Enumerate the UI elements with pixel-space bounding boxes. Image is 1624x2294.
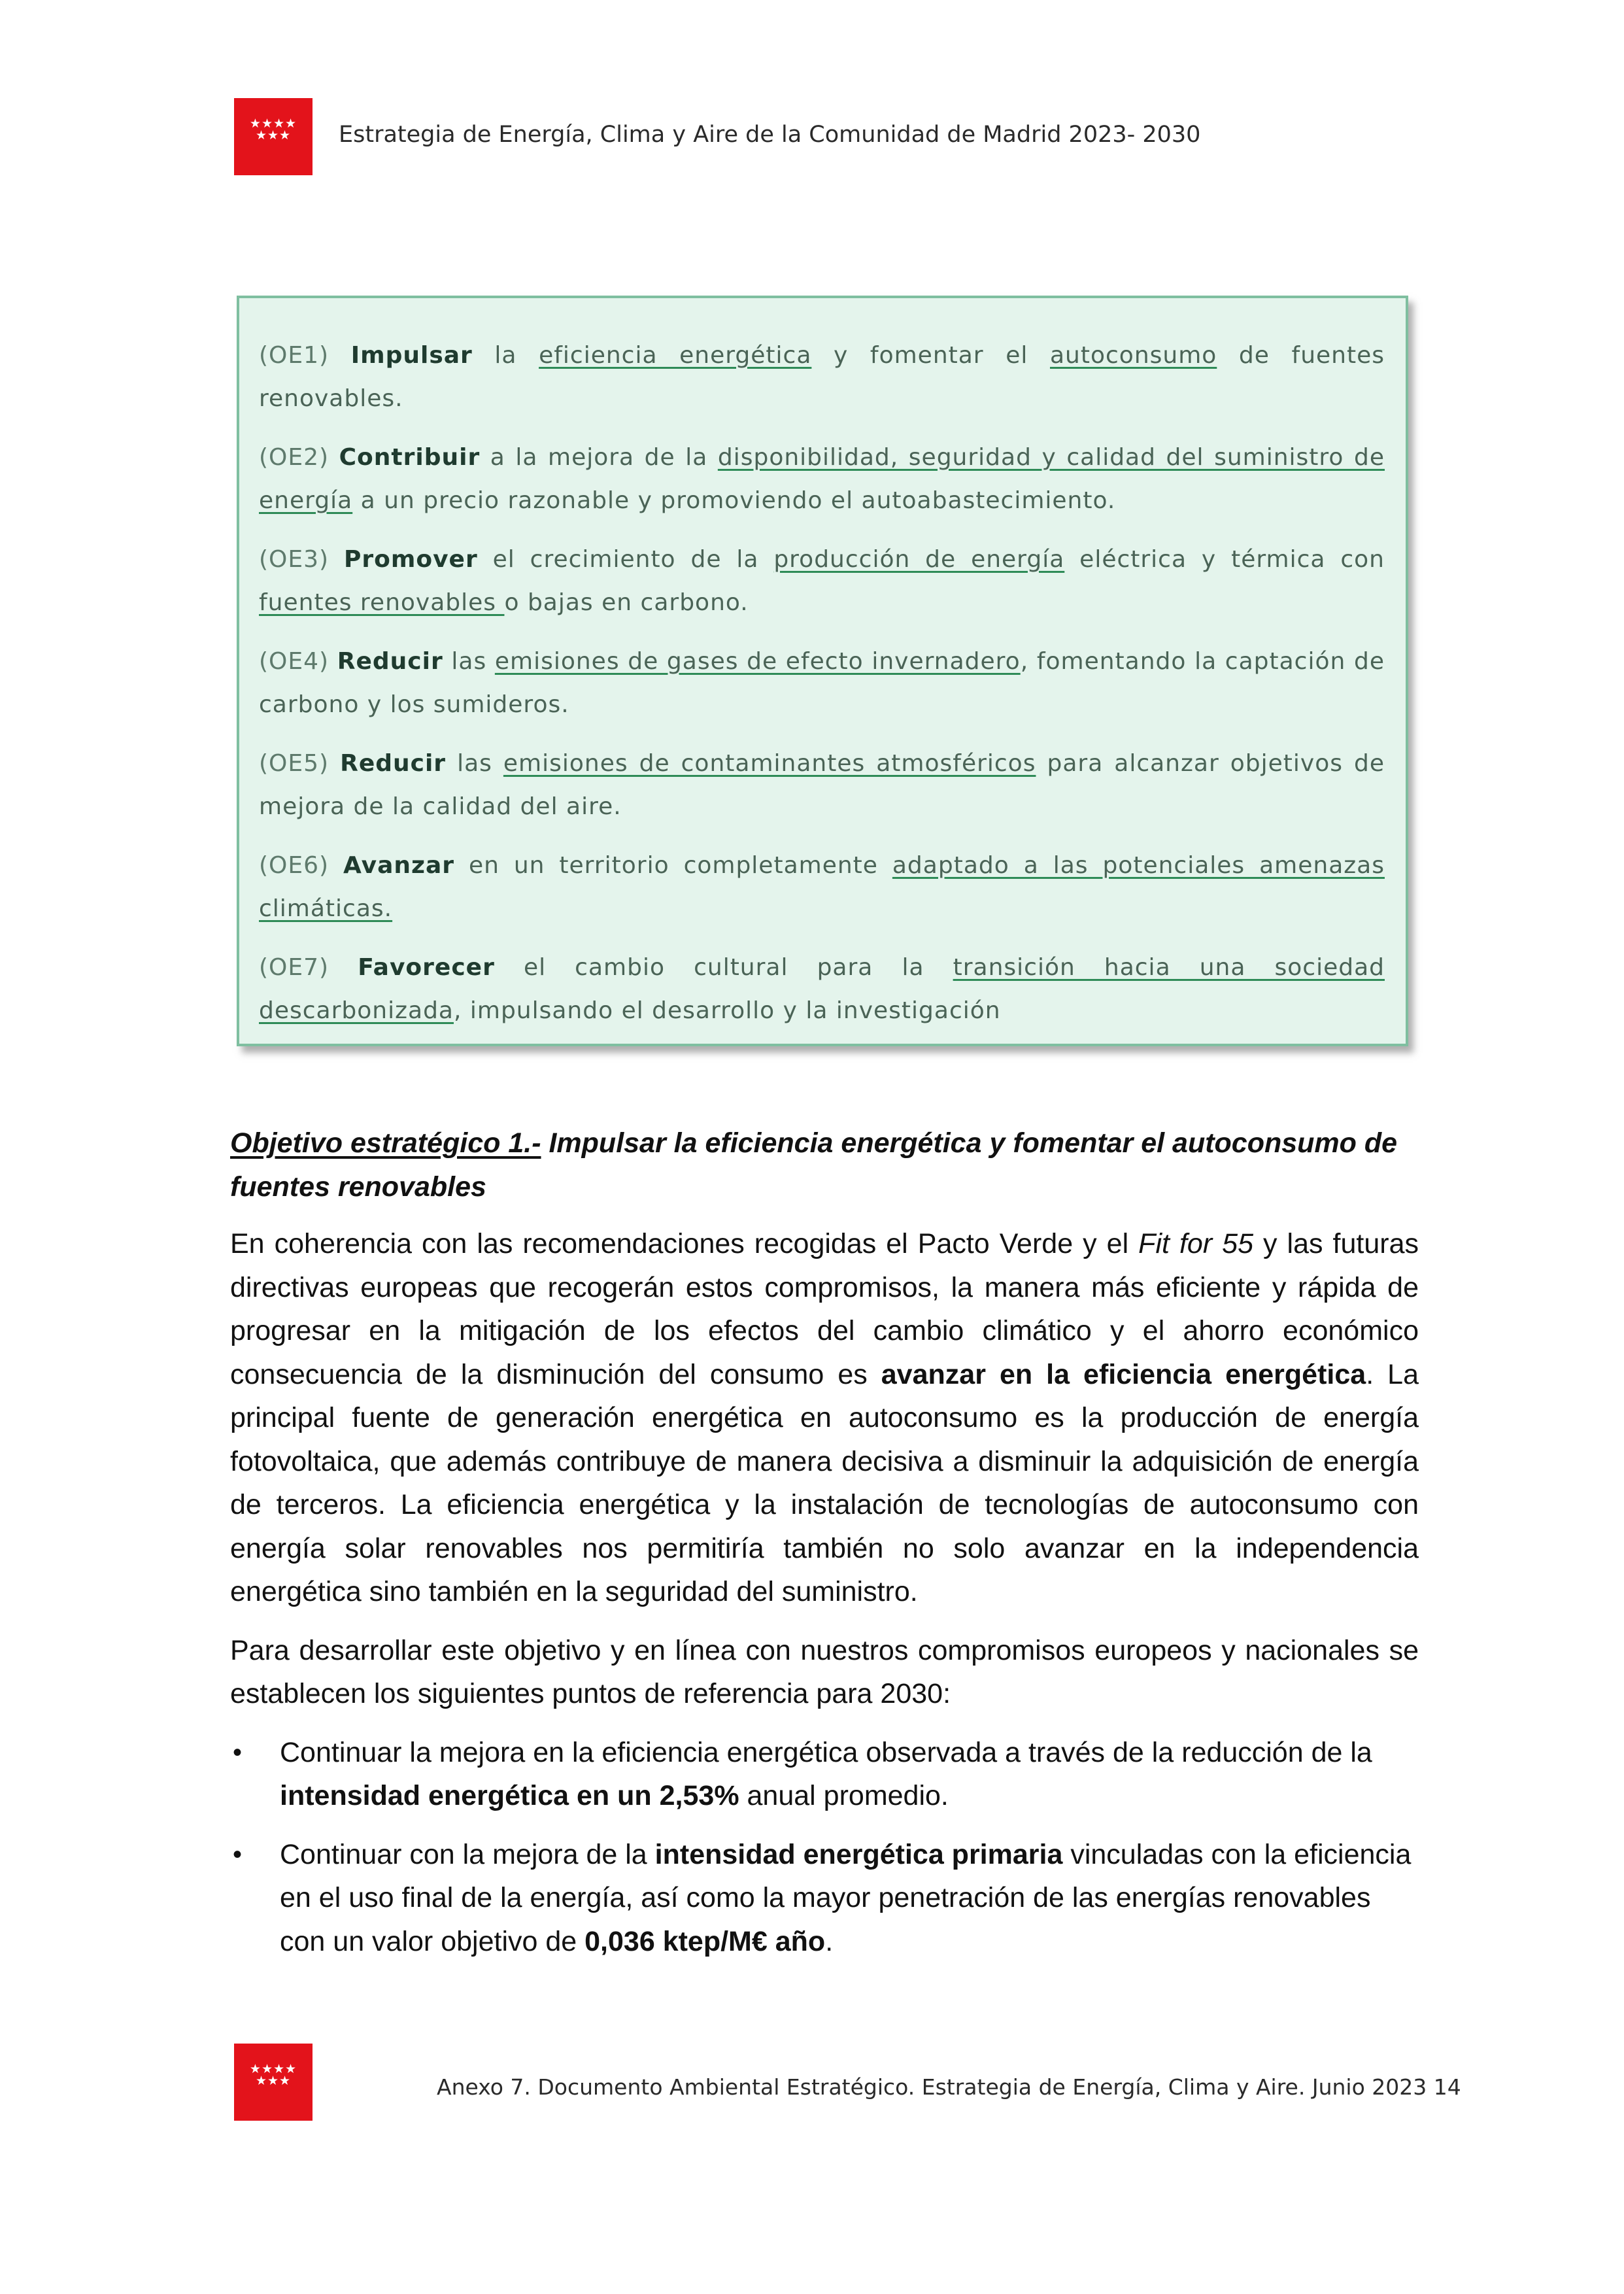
list-item: • Continuar la mejora en la eficiencia energética observada a través de la reducción de la intensidad energética en un 2,53% anual promedio. xyxy=(230,1731,1419,1818)
bullet-icon: • xyxy=(233,1840,243,1869)
paragraph: Para desarrollar este objetivo y en línea con nuestros compromisos europeos y nacionales se establecen los siguientes puntos de referencia para 2030: xyxy=(230,1634,1419,1709)
page-header-title: Estrategia de Energía, Clima y Aire de la Comunidad de Madrid 2023- 2030 xyxy=(339,122,1201,148)
main-content xyxy=(230,1121,1419,1978)
objectives-box xyxy=(237,296,1408,1046)
footer-text: Anexo 7. Documento Ambiental Estratégico. Estrategia de Energía, Clima y Aire. Junio 2023 xyxy=(437,2074,1427,2100)
objective-item: (OE5) Reducir las emisiones de contaminantes atmosféricos para alcanzar objetivos de mejora de la calidad del aire. xyxy=(259,750,1385,820)
logo-stars: ★★★★ ★★★ xyxy=(249,116,297,143)
bullet-list xyxy=(230,1731,1419,1964)
objective-item: (OE6) Avanzar en un territorio completamente adaptado a las potenciales amenazas climáticas. xyxy=(259,852,1385,922)
section-heading xyxy=(230,1121,1419,1209)
objective-item: (OE1) Impulsar la eficiencia energética y fomentar el autoconsumo de fuentes renovables. xyxy=(259,342,1385,412)
bullet-icon: • xyxy=(233,1738,243,1767)
comunidad-madrid-logo-icon xyxy=(234,98,313,175)
page-number: 14 xyxy=(1433,2074,1461,2100)
objective-item: (OE3) Promover el crecimiento de la producción de energía eléctrica y térmica con fuentes renovables o bajas en carbono. xyxy=(259,546,1385,616)
section-heading-text: Impulsar la eficiencia energética y fomentar el autoconsumo de fuentes renovables xyxy=(230,1127,1398,1203)
list-item: • Continuar con la mejora de la intensidad energética primaria vinculadas con la eficiencia en el uso final de la energía, así como la mayor penetración de las energías renovables con un valor objetivo de 0,036 ktep/M€ año. xyxy=(230,1833,1419,1964)
paragraph: En coherencia con las recomendaciones recogidas el Pacto Verde y el Fit for 55 y las futuras directivas europeas que recogerán estos compromisos, la manera más eficiente y rápida de progresar en la mitigación de los efectos del cambio climático y el ahorro económico consecuencia de la disminución del consumo es avanzar en la eficiencia energética. La principal fuente de generación energética en autoconsumo es la producción de energía fotovoltaica, que además contribuye de manera decisiva a disminuir la adquisición de energía de terceros. La eficiencia energética y la instalación de tecnologías de autoconsumo con energía solar renovables nos permitiría también no solo avanzar en la independencia energética sino también en la seguridad del suministro. xyxy=(230,1228,1419,1607)
objective-item: (OE7) Favorecer el cambio cultural para la transición hacia una sociedad descarbonizada, impulsando el desarrollo y la investigación xyxy=(259,954,1385,1024)
objective-item: (OE4) Reducir las emisiones de gases de efecto invernadero, fomentando la captación de carbono y los sumideros. xyxy=(259,648,1385,718)
section-heading-label: Objetivo estratégico 1.- xyxy=(230,1127,541,1159)
comunidad-madrid-logo-icon xyxy=(234,2044,313,2121)
logo-stars: ★★★★ ★★★ xyxy=(249,2062,297,2088)
page-footer xyxy=(437,2074,1461,2100)
objective-item: (OE2) Contribuir a la mejora de la disponibilidad, seguridad y calidad del suministro de energía a un precio razonable y promoviendo el autoabastecimiento. xyxy=(259,444,1385,514)
